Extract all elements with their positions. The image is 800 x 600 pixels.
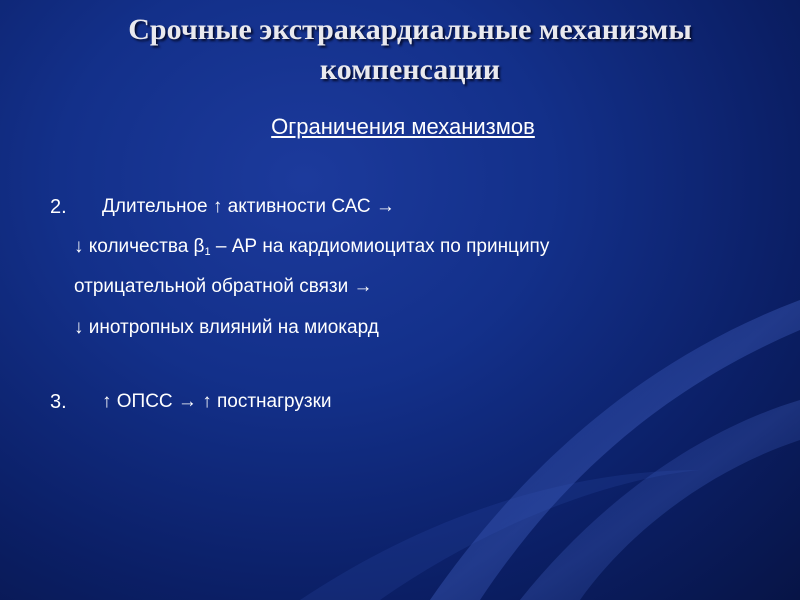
item-3-line-1: ↑ ОПСС → ↑ постнагрузки	[102, 391, 332, 412]
item-2-line-3: отрицательной обратной связи →	[74, 276, 373, 297]
item-2-line-2-before: ↓ количества β	[74, 236, 205, 257]
title-line-1: Срочные экстракардиальные механизмы	[128, 13, 692, 46]
beta-subscript: 1	[204, 246, 211, 258]
title-line-2: компенсации	[319, 53, 501, 86]
slide-subtitle: Ограничения механизмов	[271, 114, 535, 139]
slide-title	[60, 10, 760, 90]
item-2-line-2	[74, 234, 549, 260]
item-2-line-4: ↓ инотропных влияний на миокард	[74, 317, 379, 338]
item-2-line-1: Длительное ↑ активности САС →	[102, 196, 395, 217]
item-3-number: 3.	[50, 391, 67, 413]
item-2-line-2-after: – АР на кардиомиоцитах по принципу	[210, 236, 550, 257]
item-2-number: 2.	[50, 196, 67, 218]
